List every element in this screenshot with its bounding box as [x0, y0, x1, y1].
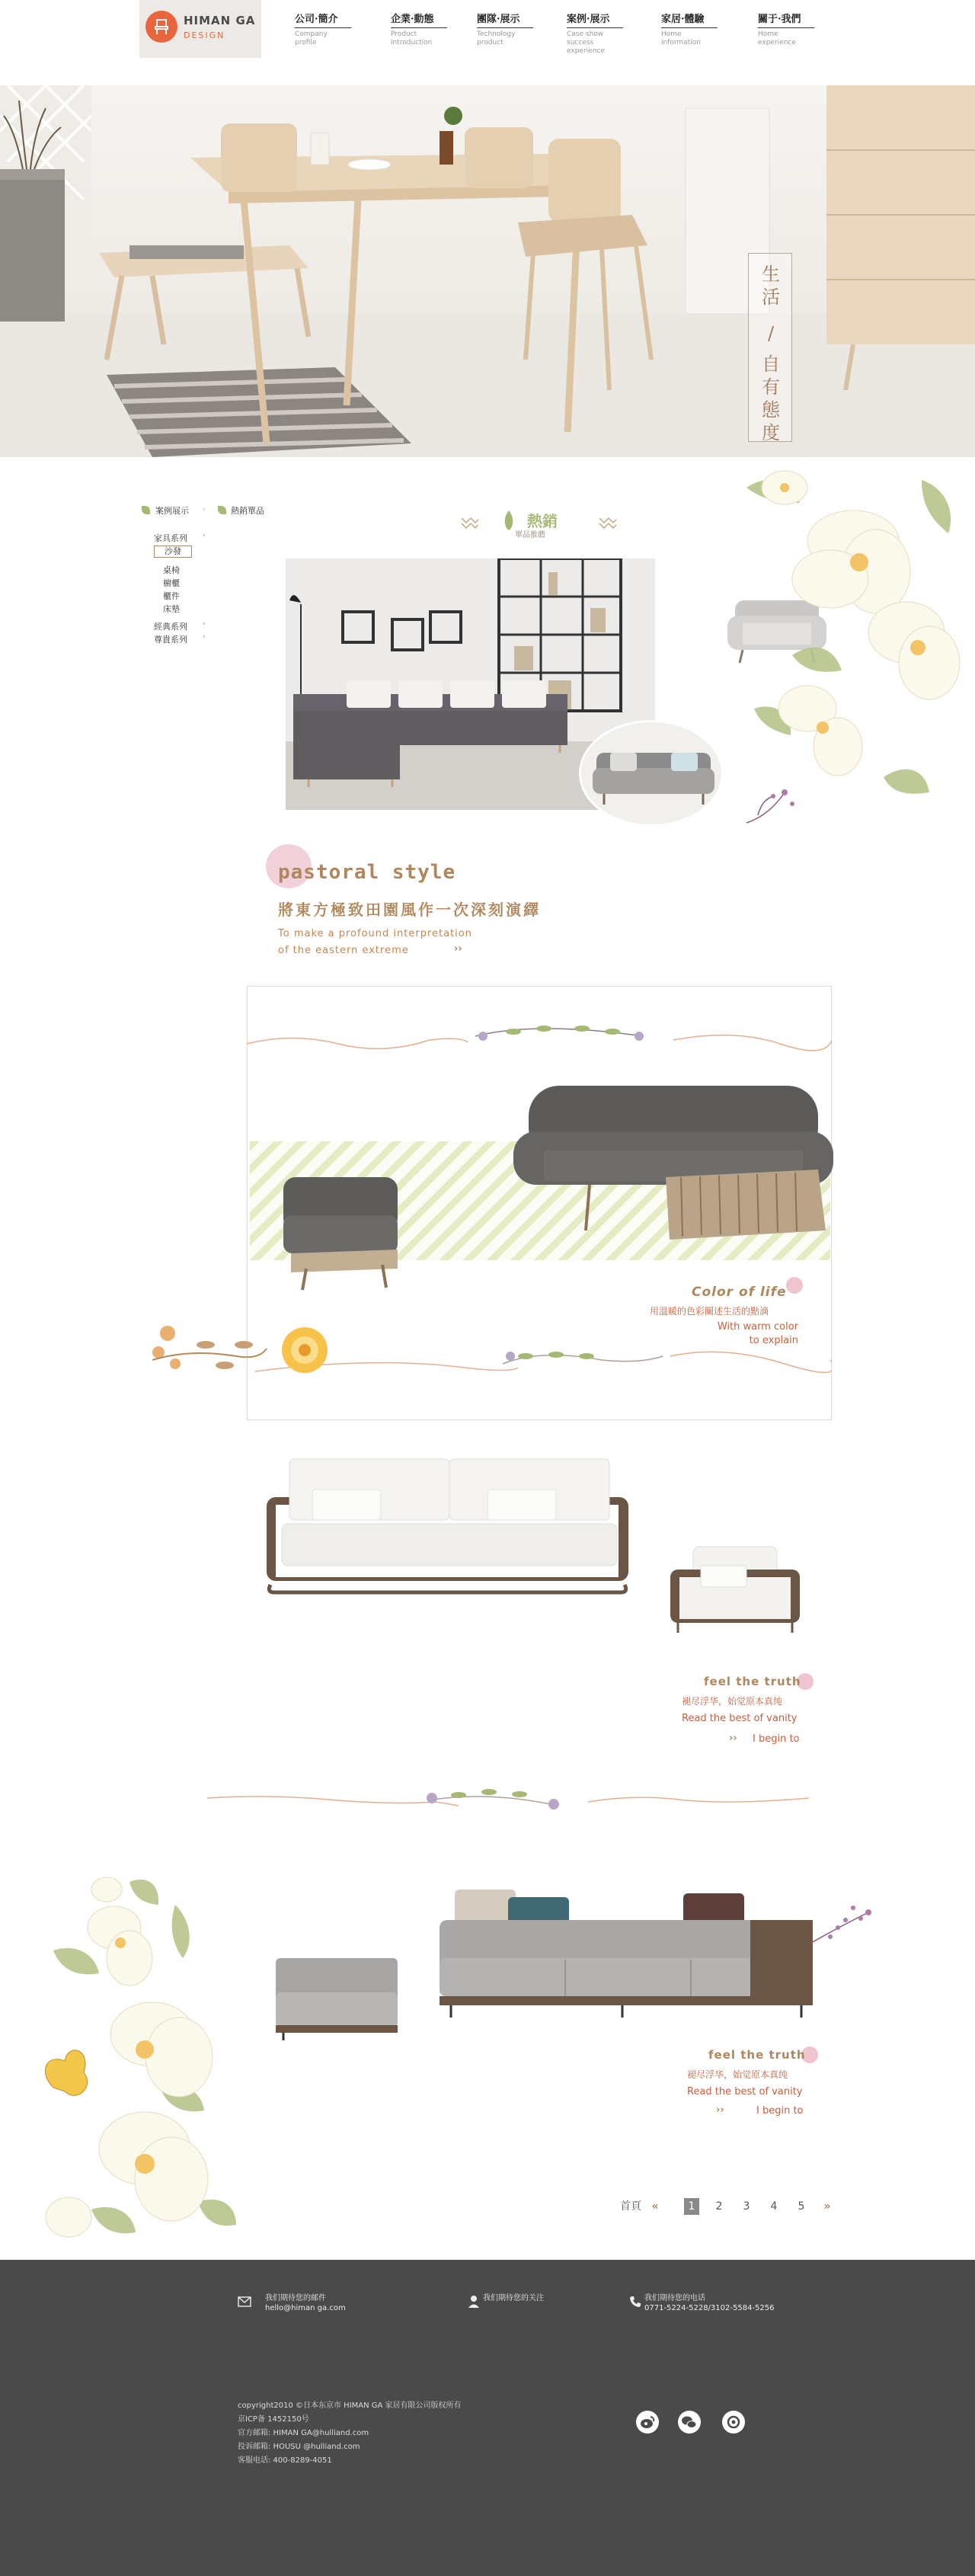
hot-title: 熱銷	[527, 512, 558, 530]
footer-mail-value: hello@himan ga.com	[265, 2304, 346, 2312]
feel-en-2: Read the best of vanity	[687, 2086, 803, 2098]
nav-cases[interactable]	[567, 11, 651, 56]
site-header	[0, 0, 975, 85]
nav-team[interactable]	[477, 11, 561, 56]
color-of-life-subtitle: 用溫暖的色彩闡述生活的點滴	[650, 1306, 769, 1317]
pastoral-subtitle: 將東方極致田園風作一次深刻演繹	[278, 901, 541, 919]
hero-slogan-line2: 自有態度	[762, 354, 780, 443]
wechat-icon[interactable]	[678, 2411, 701, 2434]
color-of-life-title: Color of life	[692, 1285, 787, 1300]
chevron-right-icon: ›	[203, 506, 206, 514]
chevron-right-icon: ›	[203, 633, 206, 641]
flower-illustration	[701, 457, 975, 853]
phone-icon	[629, 2296, 641, 2308]
chevron-right-icon: ›	[203, 532, 206, 539]
pager-page-5[interactable]: 5	[798, 2200, 805, 2213]
pager-page-4[interactable]: 4	[770, 2200, 778, 2213]
chair-logo-icon	[145, 11, 177, 43]
lily-flower-illustration	[23, 1859, 267, 2260]
nav-label: 公司·簡介	[295, 11, 351, 28]
nav-company[interactable]	[295, 11, 379, 56]
pager-page-1[interactable]: 1	[684, 2198, 699, 2215]
footer-icp: 京ICP备 1452150号	[238, 2415, 309, 2424]
vine-divider-middle	[207, 1775, 809, 1829]
menu-classic[interactable]: 經典系列	[154, 622, 187, 632]
footer-follow[interactable]	[483, 2293, 544, 2303]
footer-phone-label: 我们期待您的电话	[644, 2294, 705, 2302]
feel-title-2: feel the truth	[708, 2048, 806, 2062]
footer-service-phone: 客服电话: 400-8289-4051	[238, 2456, 332, 2465]
menu-cabinets[interactable]: 櫥櫃	[163, 578, 180, 588]
nav-home-experience[interactable]	[661, 11, 745, 56]
feel-subtitle-2: 褪尽浮华，始觉原本真纯	[687, 2069, 788, 2080]
pager-page-3[interactable]: 3	[743, 2200, 750, 2213]
feel-en-1: Read the best of vanity	[682, 1713, 798, 1724]
side-menu	[142, 503, 279, 655]
begin-link-1[interactable]: I begin to	[753, 1733, 800, 1745]
footer-phone-value: 0771-5224-5228/3102-5584-5256	[644, 2304, 775, 2312]
white-armchair-image[interactable]	[670, 1543, 800, 1634]
footer-complaint-mail: 投诉邮箱: HOUSU @hulliand.com	[238, 2443, 360, 2451]
user-icon	[468, 2295, 480, 2309]
menu-premium[interactable]: 尊貴系列	[154, 635, 187, 645]
double-chevron-right-icon[interactable]: ››	[729, 1733, 737, 1744]
footer-copyright: copyright2010 ©日本东京市 HIMAN GA 家居有限公司版权所有	[238, 2402, 462, 2410]
double-chevron-right-icon[interactable]: ››	[716, 2104, 724, 2116]
pager-prev-icon[interactable]: «	[651, 2200, 659, 2213]
mail-icon	[238, 2296, 251, 2307]
menu-mattress[interactable]: 床墊	[163, 604, 180, 614]
pastoral-en-line1: To make a profound interpretation	[278, 928, 472, 939]
nav-label: 團隊·展示	[477, 11, 533, 28]
pager-first[interactable]: 首頁	[620, 2200, 641, 2213]
hero-banner	[0, 85, 975, 457]
footer-mail-label: 我们期待您的邮件	[265, 2294, 326, 2302]
hot-subtitle: 單品推薦	[515, 531, 545, 539]
feel-title-1: feel the truth	[704, 1675, 801, 1688]
hero-slogan	[748, 253, 792, 442]
leaf-icon	[501, 509, 516, 532]
menu-sofa[interactable]: 沙發	[154, 546, 192, 558]
grey-sofa-section-image[interactable]	[276, 1958, 398, 2042]
menu-hot-products[interactable]: 熱銷單品	[231, 506, 264, 516]
chevron-deco-icon	[598, 515, 618, 530]
menu-tables[interactable]: 桌椅	[163, 565, 180, 575]
hero-slogan-sep: /	[767, 323, 775, 344]
nav-label: 關于·我們	[758, 11, 814, 28]
nav-about[interactable]	[758, 11, 842, 56]
footer-follow-label: 我们期待您的关注	[483, 2294, 544, 2302]
nav-sub: Case show success experience	[567, 30, 605, 55]
footer-phone[interactable]	[644, 2293, 775, 2313]
pagination	[617, 2198, 846, 2221]
chevron-right-icon: ›	[203, 620, 206, 628]
brand-sub: DESIGN	[184, 30, 225, 40]
double-chevron-right-icon[interactable]: ››	[454, 943, 462, 955]
color-of-life-en1: With warm color	[717, 1321, 798, 1333]
nav-news[interactable]	[391, 11, 475, 56]
dining-room-illustration	[0, 85, 975, 457]
vine-divider-top	[247, 1021, 832, 1051]
white-sofa-image[interactable]	[267, 1451, 628, 1596]
footer-mail[interactable]	[265, 2293, 346, 2313]
hero-slogan-line1: 生活	[762, 264, 780, 308]
menu-storage[interactable]: 櫃件	[163, 591, 180, 601]
brand-name: HIMAN GA	[184, 14, 256, 27]
vine-divider-bottom	[145, 1303, 832, 1387]
feel-subtitle-1: 褪尽浮华，始觉原本真纯	[682, 1696, 783, 1707]
logo[interactable]	[139, 0, 261, 58]
nav-label: 家居·體驗	[661, 11, 718, 28]
menu-case-show[interactable]: 案例展示	[155, 506, 189, 516]
pastoral-title: pastoral style	[278, 861, 456, 884]
nav-label: 案例·展示	[567, 11, 623, 28]
nav-sub: Company profile	[295, 30, 328, 46]
nav-sub: Home experience	[758, 30, 796, 46]
nav-sub: Home information	[661, 30, 701, 46]
menu-furniture[interactable]: 家具系列	[154, 533, 187, 543]
main-nav	[293, 11, 826, 56]
chevron-deco-icon	[460, 515, 480, 530]
grey-sofa-image[interactable]	[513, 1063, 837, 1253]
grey-three-seater-image[interactable]	[440, 1890, 817, 2023]
pager-page-2[interactable]: 2	[715, 2200, 723, 2213]
nav-sub: Product introduction	[391, 30, 433, 46]
pastoral-en-line2: of the eastern extreme	[278, 945, 409, 956]
weibo-icon[interactable]	[636, 2411, 659, 2434]
pink-dot	[786, 1277, 803, 1294]
leaf-icon	[218, 506, 226, 514]
site-footer	[0, 2260, 975, 2576]
nav-label: 企業·動態	[391, 11, 447, 28]
pager-next-icon[interactable]: »	[823, 2200, 831, 2213]
share-icon[interactable]	[722, 2411, 745, 2434]
leaf-icon	[142, 506, 150, 514]
footer-official-mail: 官方邮箱: HIMAN GA@hulliand.com	[238, 2429, 369, 2437]
lavender-sprig-illustration	[807, 1897, 876, 1958]
grey-chair-image[interactable]	[283, 1177, 398, 1291]
color-of-life-en2: to explain	[749, 1335, 798, 1346]
begin-link-2[interactable]: I begin to	[756, 2105, 804, 2117]
nav-sub: Technology product	[477, 30, 516, 46]
